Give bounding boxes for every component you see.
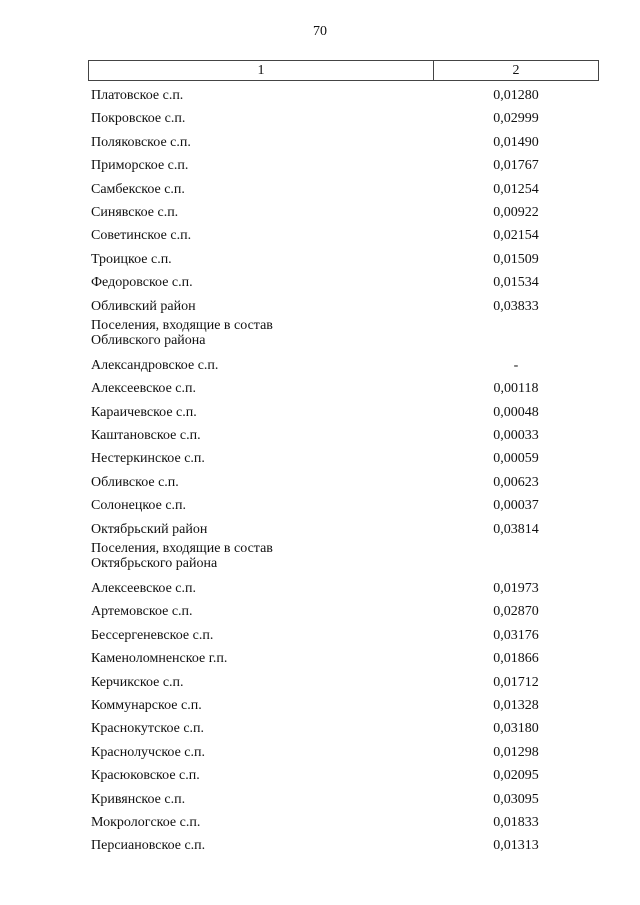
row-name: Приморское с.п.	[91, 158, 189, 174]
table-row	[91, 541, 596, 577]
row-name: Покровское с.п.	[91, 111, 186, 127]
table-row	[91, 577, 596, 600]
table-row	[91, 518, 596, 541]
row-value: 0,01298	[493, 744, 539, 760]
table-row	[91, 154, 596, 177]
row-value: 0,01328	[493, 697, 539, 713]
table-row	[91, 424, 596, 447]
row-value	[491, 541, 541, 577]
table-row	[91, 447, 596, 470]
row-name: Поселения, входящие в состав Октябрьского района	[91, 541, 273, 572]
table-row	[91, 834, 596, 857]
table-row	[91, 248, 596, 271]
row-name: Поселения, входящие в состав Обливского района	[91, 317, 273, 348]
row-name: Персиановское с.п.	[91, 838, 206, 854]
row-value: 0,02870	[493, 604, 539, 620]
table-row	[91, 401, 596, 424]
table-row	[91, 354, 596, 377]
row-value: 0,01280	[493, 88, 539, 103]
table-row	[91, 471, 596, 494]
table-row	[91, 377, 596, 400]
row-value: 0,01490	[493, 134, 539, 150]
row-name: Алексеевское с.п.	[91, 581, 196, 597]
table-row	[91, 788, 596, 811]
row-name: Мокрологское с.п.	[91, 814, 201, 830]
row-value: 0,01313	[493, 838, 539, 854]
row-name: Каштановское с.п.	[91, 428, 201, 444]
row-value: 0,03095	[493, 791, 539, 807]
row-value	[491, 318, 541, 354]
row-value: 0,01833	[493, 814, 539, 830]
row-value: 0,00037	[493, 498, 539, 514]
row-value: 0,00048	[493, 404, 539, 420]
row-name: Обливское с.п.	[91, 474, 179, 490]
row-value: 0,01712	[493, 674, 539, 690]
table-row	[91, 717, 596, 740]
table-row	[91, 600, 596, 623]
row-name: Александровское с.п.	[91, 357, 219, 373]
row-value: 0,00059	[493, 451, 539, 467]
table-row	[91, 741, 596, 764]
row-value: 0,02095	[493, 768, 539, 784]
row-value: 0,01509	[493, 251, 539, 267]
table-body	[91, 84, 596, 858]
row-name: Кривянское с.п.	[91, 791, 186, 807]
table-row	[91, 131, 596, 154]
row-name: Караичевское с.п.	[91, 404, 197, 420]
row-value: 0,03176	[493, 627, 539, 643]
row-value: 0,00922	[493, 204, 539, 220]
row-name: Синявское с.п.	[91, 204, 179, 220]
row-name: Поляковское с.п.	[91, 134, 191, 150]
table-row	[91, 201, 596, 224]
row-name: Обливский район	[91, 298, 196, 314]
row-value: 0,03180	[493, 721, 539, 737]
page-number: 70	[313, 24, 327, 39]
row-value: 0,03814	[493, 521, 539, 537]
row-value: 0,01767	[493, 158, 539, 174]
table-row	[91, 178, 596, 201]
row-value: 0,01534	[493, 275, 539, 291]
table-row	[91, 647, 596, 670]
row-name: Краснокутское с.п.	[91, 721, 205, 737]
table-row	[91, 764, 596, 787]
row-value: 0,00118	[493, 381, 539, 397]
row-name: Алексеевское с.п.	[91, 381, 196, 397]
row-name: Советинское с.п.	[91, 228, 192, 244]
table-row	[91, 671, 596, 694]
row-name: Федоровское с.п.	[91, 275, 193, 291]
table-row	[91, 694, 596, 717]
row-value: 0,03833	[493, 298, 539, 314]
row-value: 0,00623	[493, 474, 539, 490]
row-name: Солонецкое с.п.	[91, 498, 187, 514]
row-name: Троицкое с.п.	[91, 251, 172, 267]
table-row	[91, 107, 596, 130]
row-value: -	[513, 357, 519, 373]
row-name: Бессергеневское с.п.	[91, 627, 214, 643]
table-row	[91, 811, 596, 834]
row-name: Красюковское с.п.	[91, 768, 200, 784]
header-col-2: 2	[512, 63, 520, 78]
table-row	[91, 224, 596, 247]
table-row	[91, 494, 596, 517]
row-name: Октябрьский район	[91, 521, 208, 537]
table-row	[91, 84, 596, 107]
row-value: 0,01254	[493, 181, 539, 197]
row-name: Артемовское с.п.	[91, 604, 193, 620]
table-row	[91, 318, 596, 354]
row-value: 0,00033	[493, 428, 539, 444]
table-row	[91, 295, 596, 318]
row-name: Краснолучское с.п.	[91, 744, 205, 760]
table-header	[88, 60, 599, 81]
row-value: 0,01973	[493, 581, 539, 597]
row-name: Самбекское с.п.	[91, 181, 185, 197]
row-value: 0,02999	[493, 111, 539, 127]
table-row	[91, 624, 596, 647]
table-row	[91, 271, 596, 294]
row-name: Платовское с.п.	[91, 88, 184, 103]
row-name: Нестеркинское с.п.	[91, 451, 205, 467]
row-value: 0,01866	[493, 651, 539, 667]
row-value: 0,02154	[493, 228, 539, 244]
row-name: Коммунарское с.п.	[91, 697, 202, 713]
row-name: Каменоломненское г.п.	[91, 651, 228, 667]
row-name: Керчикское с.п.	[91, 674, 184, 690]
header-col-1: 1	[89, 61, 434, 80]
